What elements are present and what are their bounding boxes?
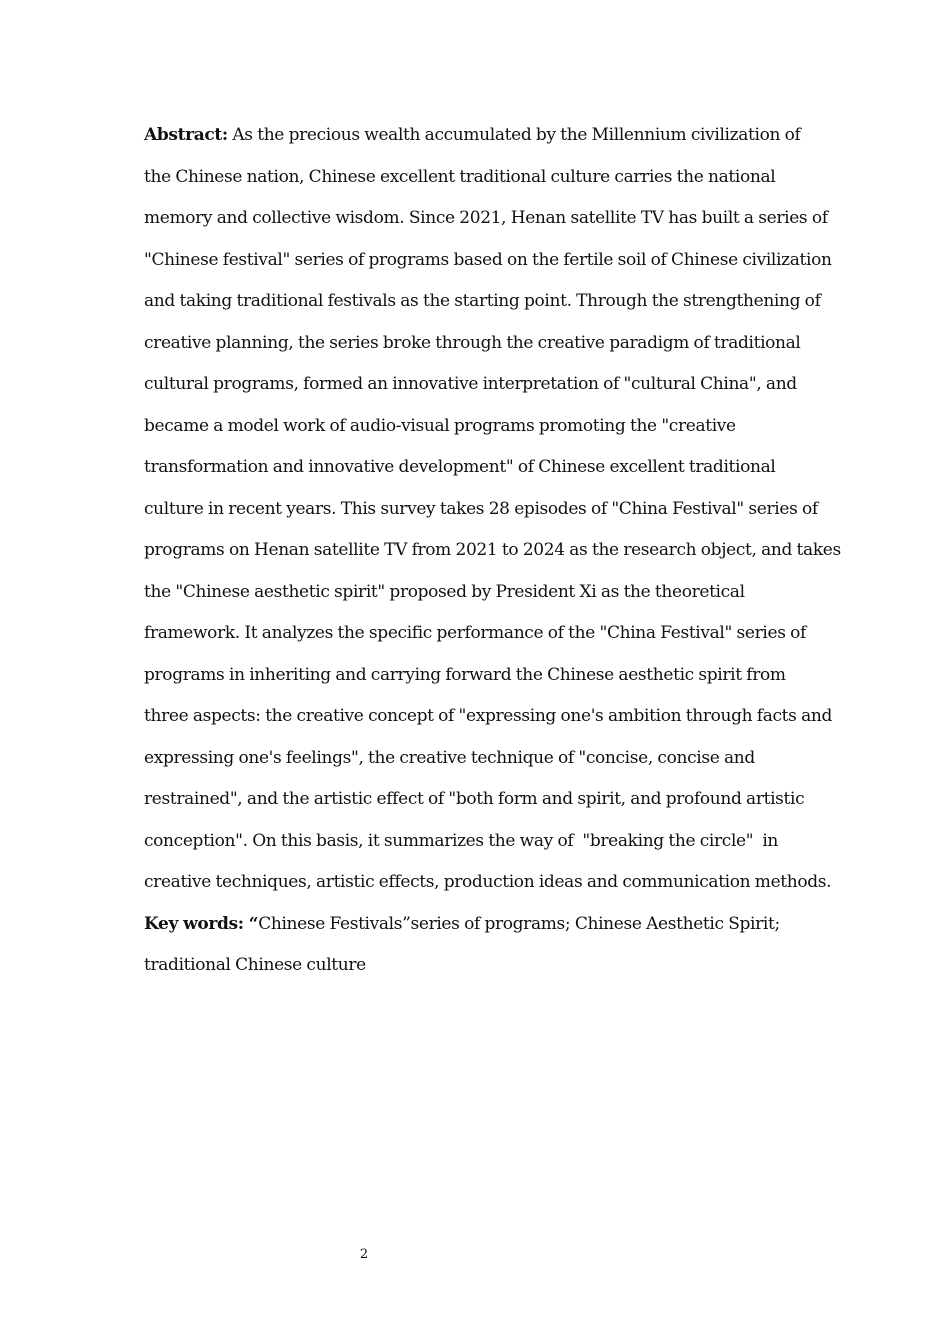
abstract-line: "Chinese festival" series of programs based on the fertile soil of Chinese civilization bbox=[144, 249, 832, 270]
keywords-line bbox=[144, 904, 808, 946]
abstract-line: creative planning, the series broke through the creative paradigm of traditional bbox=[144, 332, 801, 353]
keywords-line: traditional Chinese culture bbox=[144, 955, 366, 975]
abstract-line: transformation and innovative development" of Chinese excellent traditional bbox=[144, 457, 776, 477]
page-number: 2 bbox=[359, 1247, 369, 1262]
abstract-label: Abstract: bbox=[144, 125, 228, 145]
abstract-line: conception". On this basis, it summarizes the way of "breaking the circle" in bbox=[144, 830, 779, 851]
abstract-line: framework. It analyzes the specific performance of the "China Festival" series of bbox=[144, 623, 806, 643]
abstract-text: As the precious wealth accumulated by the Millennium civilization of bbox=[227, 125, 801, 145]
abstract-line: programs on Henan satellite TV from 2021 to 2024 as the research object, and takes bbox=[144, 540, 841, 560]
abstract-line: the Chinese nation, Chinese excellent traditional culture carries the national bbox=[144, 166, 776, 187]
abstract-line: memory and collective wisdom. Since 2021, Henan satellite TV has built a series of bbox=[144, 208, 828, 228]
abstract-line bbox=[144, 115, 808, 157]
abstract-line: three aspects: the creative concept of "expressing one's ambition through facts and bbox=[144, 706, 832, 726]
abstract-line: became a model work of audio-visual programs promoting the "creative bbox=[144, 415, 736, 436]
abstract-line: programs in inheriting and carrying forward the Chinese aesthetic spirit from bbox=[144, 664, 786, 685]
keywords-text: Chinese Festivals”series of programs; Chinese Aesthetic Spirit; bbox=[258, 913, 780, 934]
abstract-line: and taking traditional festivals as the starting point. Through the strengthening of bbox=[144, 291, 821, 311]
abstract-line: the "Chinese aesthetic spirit" proposed by President Xi as the theoretical bbox=[144, 581, 745, 602]
abstract-line: restrained", and the artistic effect of "both form and spirit, and profound artistic bbox=[144, 789, 805, 809]
abstract-line: culture in recent years. This survey takes 28 episodes of "China Festival" series of bbox=[144, 498, 818, 519]
abstract-line: expressing one's feelings", the creative technique of "concise, concise and bbox=[144, 747, 755, 768]
abstract-line: cultural programs, formed an innovative interpretation of "cultural China", and bbox=[144, 374, 797, 394]
abstract-section bbox=[144, 115, 841, 987]
keywords-label: Key words: “ bbox=[144, 913, 259, 934]
abstract-line: creative techniques, artistic effects, production ideas and communication methods. bbox=[144, 872, 832, 892]
